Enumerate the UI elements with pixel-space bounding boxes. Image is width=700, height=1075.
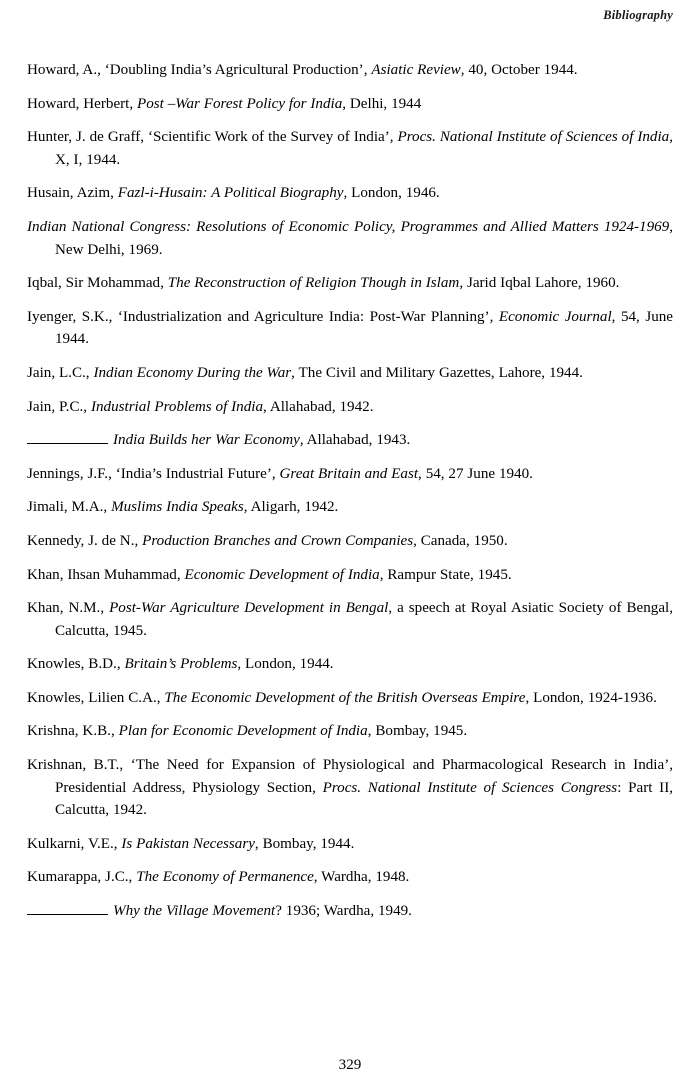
entry-text: Jain, L.C., [27, 364, 94, 381]
entry-text: Khan, Ihsan Muhammad, [27, 566, 185, 583]
bibliography-entry [27, 720, 673, 743]
entry-text: , London, 1924-1936. [525, 689, 657, 706]
entry-text: , Rampur State, 1945. [379, 566, 512, 583]
repeated-author-rule [27, 432, 108, 444]
entry-text: Hunter, J. de Graff, ‘Scientific Work of the Survey of India’, [27, 129, 398, 146]
entry-text: Howard, A., ‘Doubling India’s Agricultural Production’, [27, 62, 372, 78]
bibliography-entry [27, 463, 673, 486]
entry-text: Jennings, J.F., ‘India’s Industrial Future’, [27, 465, 280, 482]
entry-text: Iqbal, Sir Mohammad, [27, 275, 168, 292]
entry-text: Husain, Azim, [27, 185, 118, 202]
entry-title-italic: Post –War Forest Policy for India [137, 95, 343, 112]
entry-text: , London, 1946. [343, 185, 440, 202]
bibliography-entry [27, 216, 673, 261]
entry-text: Iyenger, S.K., ‘Industrialization and Agriculture India: Post-War Planning’, [27, 308, 499, 325]
entry-text: , 54, 27 June 1940. [418, 465, 533, 482]
entry-text: , London, 1944. [237, 656, 334, 673]
entry-title-italic: Procs. National Institute of Sciences Congress [322, 779, 618, 796]
entry-title-italic: Is Pakistan Necessary [121, 835, 255, 852]
entry-title-italic: The Economic Development of the British Overseas Empire [164, 689, 526, 706]
bibliography-entry [27, 272, 673, 295]
entry-title-italic: Production Branches and Crown Companies [142, 532, 414, 549]
bibliography-entry [27, 597, 673, 642]
bibliography-entry [27, 306, 673, 351]
entry-text: , X, I, 1944. [55, 129, 673, 168]
bibliography-entry [27, 653, 673, 676]
bibliography-entry [27, 59, 673, 82]
running-head: Bibliography [603, 8, 673, 22]
entry-title-italic: Economic Development of India [184, 566, 380, 583]
entry-text: , Bombay, 1945. [367, 723, 468, 740]
entry-text: ? 1936; Wardha, 1949. [275, 903, 412, 920]
entry-title-italic: Plan for Economic Development of India [118, 723, 368, 740]
entry-text: Kennedy, J. de N., [27, 532, 143, 549]
entry-text: Khan, N.M., [27, 600, 110, 617]
bibliography-entry [27, 754, 673, 822]
entry-text: , Allahabad, 1943. [299, 432, 411, 449]
bibliography-entry-list [27, 59, 673, 923]
entry-title-italic: Procs. National Institute of Sciences of India [397, 129, 670, 146]
entry-text: , Jarid Iqbal Lahore, 1960. [459, 275, 620, 292]
entry-text: Jain, P.C., [27, 398, 91, 415]
entry-title-italic: India Builds her War Economy [113, 432, 300, 449]
entry-text: Krishnan, B.T., ‘The Need for Expansion of Physiological and Pharmacological Research in India’, Presidential Address, Physiology Section, [27, 757, 673, 796]
entry-text: , 40, October 1944. [460, 62, 578, 78]
bibliography-entry [27, 900, 673, 923]
entry-text: , Delhi, 1944 [342, 95, 422, 112]
entry-text: , The Civil and Military Gazettes, Lahore, 1944. [291, 364, 583, 381]
entry-text: , Bombay, 1944. [254, 835, 355, 852]
entry-text: , Canada, 1950. [413, 532, 508, 549]
bibliography-entry [27, 687, 673, 710]
repeated-author-rule [27, 903, 108, 915]
entry-title-italic: Muslims India Speaks [111, 499, 244, 516]
bibliography-entry [27, 833, 673, 856]
entry-text: Krishna, K.B., [27, 723, 119, 740]
entry-title-italic: Industrial Problems of India [90, 398, 264, 415]
entry-title-italic: Fazl-i-Husain: A Political Biography [117, 185, 344, 202]
entry-text: Kumarappa, J.C., [27, 869, 137, 886]
entry-title-italic: Indian Economy During the War [93, 364, 292, 381]
entry-text: : Part II, Calcutta, 1942. [55, 779, 673, 819]
entry-text: , New Delhi, 1969. [55, 218, 673, 258]
bibliography-entry [27, 362, 673, 385]
bibliography-entry [27, 396, 673, 419]
bibliography-entry [27, 429, 673, 452]
entry-text: Howard, Herbert, [27, 95, 138, 112]
bibliography-entry [27, 564, 673, 587]
entry-text: , Wardha, 1948. [313, 869, 410, 886]
page-number: 329 [338, 1057, 362, 1073]
entry-text: , a speech at Royal Asiatic Society of Bengal, Calcutta, 1945. [55, 600, 673, 639]
bibliography-entry [27, 866, 673, 889]
bibliography-entry [27, 93, 673, 116]
entry-title-italic: Britain’s Problems [124, 656, 238, 673]
entry-title-italic: The Reconstruction of Religion Though in Islam [167, 275, 460, 292]
bibliography-entry [27, 182, 673, 205]
entry-title-italic: Why the Village Movement [113, 903, 276, 920]
entry-text: Jimali, M.A., [27, 499, 112, 516]
bibliography-entry [27, 530, 673, 553]
entry-text: Knowles, Lilien C.A., [27, 689, 165, 706]
entry-title-italic: Post-War Agriculture Development in Bengal [109, 600, 389, 617]
entry-text: , Allahabad, 1942. [263, 398, 374, 415]
entry-title-italic: Economic Journal [498, 308, 612, 325]
bibliography-entry [27, 126, 673, 171]
entry-title-italic: Great Britain and East [279, 465, 419, 482]
entry-text: Kulkarni, V.E., [27, 835, 122, 852]
bibliography-entry [27, 496, 673, 519]
entry-text: Knowles, B.D., [27, 656, 125, 673]
entry-title-italic: Asiatic Review [371, 62, 461, 78]
entry-title-italic: The Economy of Permanence [136, 869, 314, 886]
entry-title-italic: Indian National Congress: Resolutions of Economic Policy, Programmes and Allied Matters 1924-1969 [27, 218, 670, 235]
entry-text: , 54, June 1944. [55, 308, 673, 348]
entry-text: , Aligarh, 1942. [243, 499, 339, 516]
